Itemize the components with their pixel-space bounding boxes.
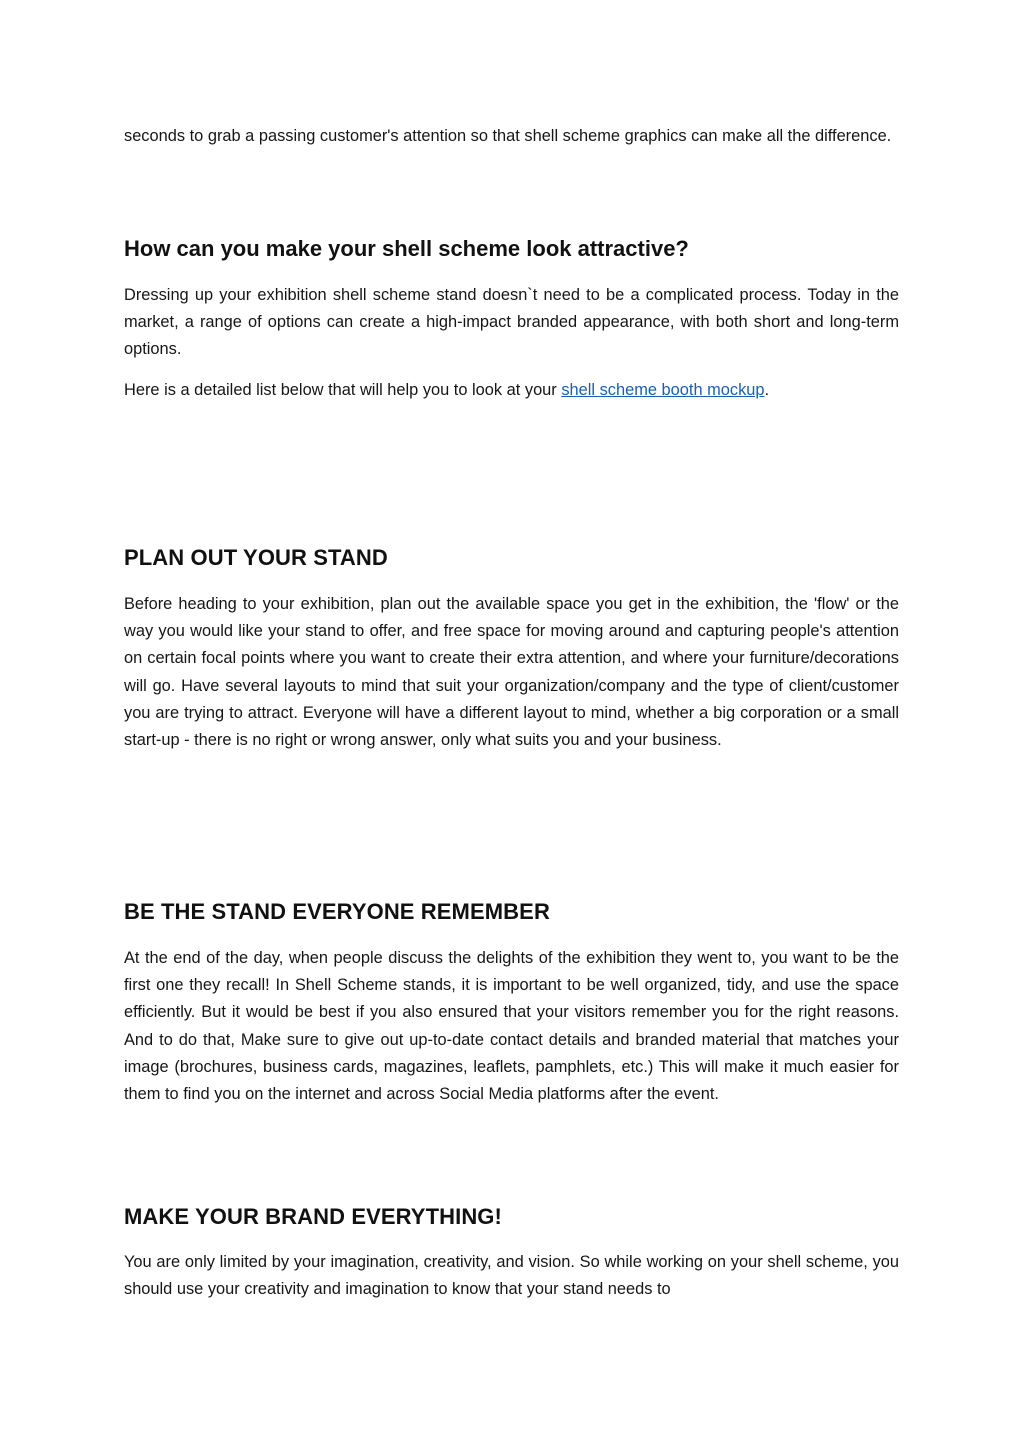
attractive-paragraph-1: Dressing up your exhibition shell scheme stand doesn`t need to be a complicated process. Today in the market, a range of options can create a high-impact branded appearance, with both short and long-term options.: [124, 286, 899, 359]
section-brand-body: [124, 1249, 899, 1303]
section-plan: [124, 543, 899, 573]
remember-paragraph: At the end of the day, when people discuss the delights of the exhibition they went to, you want to be the first one they recall! In Shell Scheme stands, it is important to be well organized, tidy, and use the space efficiently. But it would be best if you also ensured that your visitors remember you for the right reasons. And to do that, Make sure to give out up-to-date contact details and branded material that matches your image (brochures, business cards, magazines, leaflets, pamphlets, etc.) This will make it much easier for them to find you on the internet and across Social Media platforms after the event.: [124, 949, 899, 1104]
brand-paragraph: You are only limited by your imagination, creativity, and vision. So while working on your shell scheme, you should use your creativity and imagination to know that your stand needs to: [124, 1253, 899, 1299]
section-remember-body: [124, 945, 899, 1108]
attractive-paragraph-2-text: Here is a detailed list below that will help you to look at your: [124, 381, 562, 399]
section-remember: [124, 897, 899, 927]
shell-scheme-booth-mockup-link[interactable]: shell scheme booth mockup: [561, 381, 765, 399]
attractive-paragraph-2-end: .: [764, 381, 770, 399]
section-heading-plan: PLAN OUT YOUR STAND: [124, 545, 388, 570]
section-plan-body: [124, 591, 899, 754]
section-heading-brand: MAKE YOUR BRAND EVERYTHING!: [124, 1204, 502, 1229]
section-attractive-body: [124, 282, 899, 364]
plan-paragraph: Before heading to your exhibition, plan out the available space you get in the exhibition, the 'flow' or the way you would like your stand to offer, and free space for moving around and capturing people's attention on certain focal points where you want to create their extra attention, and where your furniture/decorations will go. Have several layouts to mind that suit your organization/company and the type of client/customer you are trying to attract. Everyone will have a different layout to mind, whether a big corporation or a small start-up - there is no right or wrong answer, only what suits you and your business.: [124, 595, 899, 750]
intro-block: [124, 123, 899, 150]
section-attractive-body-2: [124, 377, 899, 404]
section-brand: [124, 1202, 899, 1232]
section-attractive: [124, 234, 899, 264]
attractive-paragraph-2: [124, 377, 899, 404]
intro-paragraph: seconds to grab a passing customer's attention so that shell scheme graphics can make all the difference.: [124, 127, 892, 145]
section-heading-attractive: How can you make your shell scheme look attractive?: [124, 236, 689, 261]
section-heading-remember: BE THE STAND EVERYONE REMEMBER: [124, 899, 550, 924]
